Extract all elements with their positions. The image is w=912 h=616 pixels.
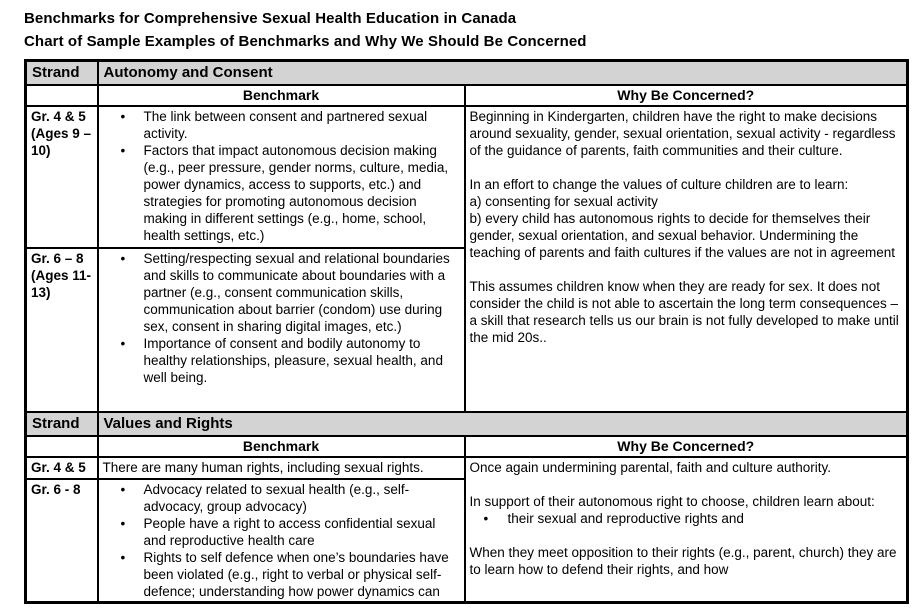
column-header-row-2 [26, 436, 908, 457]
concern-paragraph: In support of their autonomous right to choose, children learn about: [469, 493, 875, 509]
ages-label: (Ages 11-13) [31, 267, 92, 300]
benchmark-header-2: Benchmark [98, 436, 465, 457]
doc-subtitle: Chart of Sample Examples of Benchmarks and Why We Should Be Concerned [24, 33, 587, 50]
bullet-item: • Advocacy related to sexual health (e.g., self-advocacy, group advocacy) [121, 481, 460, 515]
table-row [26, 106, 908, 248]
bullet-item: • Setting/respecting sexual and relational boundaries and skills to communicate about boundaries with a partner (e.g., consent communication skills, communication about barrier (condom) use during sex, consent in sharing digital images, etc.) [121, 250, 460, 335]
concern-cell-s2 [465, 457, 908, 603]
benchmark-cell-gr4-5-s2 [98, 457, 465, 479]
benchmark-bullet-list [103, 108, 460, 244]
strand-label-1: Strand [26, 61, 98, 85]
concern-paragraph: Once again undermining parental, faith and culture authority. [469, 459, 831, 475]
column-header-row-1 [26, 85, 908, 106]
strand-header-row-2 [26, 412, 908, 436]
grade-label: Gr. 6 – 8 [31, 250, 84, 266]
empty-cell [26, 85, 98, 106]
bullet-item: • People have a right to access confidential sexual and reproductive health care [121, 515, 460, 549]
concerned-header-2: Why Be Concerned? [465, 436, 908, 457]
strand-label-2: Strand [26, 412, 98, 436]
bullet-item: • Importance of consent and bodily autonomy to healthy relationships, pleasure, sexual health, and well being. [121, 335, 460, 386]
concern-paragraph: In an effort to change the values of culture children are to learn: [469, 176, 849, 192]
grade-label: Gr. 4 & 5 [31, 459, 86, 475]
concern-paragraph: a) consenting for sexual activity [469, 193, 658, 209]
concern-paragraph: This assumes children know when they are ready for sex. It does not consider the child is not able to ascertain the long term consequences – a skill that research tells us our brain is not fully developed to make until the mid 20s.. [469, 278, 899, 345]
benchmark-text: There are many human rights, including sexual rights. [102, 459, 424, 475]
grade-label: Gr. 4 & 5 [31, 108, 86, 124]
concerned-header-1: Why Be Concerned? [465, 85, 908, 106]
grade-cell-gr6-8-s1 [26, 248, 98, 412]
benchmark-bullet-list [103, 250, 460, 386]
empty-cell [26, 436, 98, 457]
ages-label: (Ages 9 – 10) [31, 125, 92, 158]
table-row [26, 457, 908, 479]
strand-name-autonomy-and-consent: Autonomy and Consent [98, 61, 908, 85]
benchmark-bullet-list [103, 481, 460, 600]
bullet-item: • their sexual and reproductive rights and [484, 510, 903, 527]
benchmark-cell-gr6-8-s1 [98, 248, 465, 412]
doc-title: Benchmarks for Comprehensive Sexual Health Education in Canada [24, 10, 517, 27]
strand-header-row-1 [26, 61, 908, 85]
concern-bullet-list [470, 510, 903, 527]
benchmark-cell-gr4-5-s1 [98, 106, 465, 248]
bullet-item: • Factors that impact autonomous decision making (e.g., peer pressure, gender norms, culture, media, power dynamics, access to supports, etc.) and strategies for promoting autonomous decision making in different settings (e.g., home, school, health settings, etc.) [121, 142, 460, 244]
grade-cell-gr6-8-s2 [26, 479, 98, 603]
bullet-item: • The link between consent and partnered sexual activity. [121, 108, 460, 142]
grade-cell-gr4-5-s1 [26, 106, 98, 248]
grade-label: Gr. 6 - 8 [31, 481, 81, 497]
benchmarks-table [24, 59, 909, 604]
concern-cell-s1 [465, 106, 908, 412]
concern-paragraph: b) every child has autonomous rights to decide for themselves their gender, sexual orientation, and sexual behavior. Undermining the teaching of parents and faith cultures if the values are not in agreement [469, 210, 896, 260]
grade-cell-gr4-5-s2 [26, 457, 98, 479]
bullet-item: • Rights to self defence when one’s boundaries have been violated (e.g., right to verbal or physical self-defence; understanding how power dynamics can [121, 549, 460, 600]
benchmark-header-1: Benchmark [98, 85, 465, 106]
strand-name-values-and-rights: Values and Rights [98, 412, 908, 436]
concern-paragraph: When they meet opposition to their rights (e.g., parent, church) they are to learn how to defend their rights, and how [469, 544, 897, 577]
concern-paragraph: Beginning in Kindergarten, children have the right to make decisions around sexuality, gender, sexual orientation, sexual activity - regardless of the guidance of parents, faith communities and their culture. [469, 108, 896, 158]
benchmark-cell-gr6-8-s2 [98, 479, 465, 603]
